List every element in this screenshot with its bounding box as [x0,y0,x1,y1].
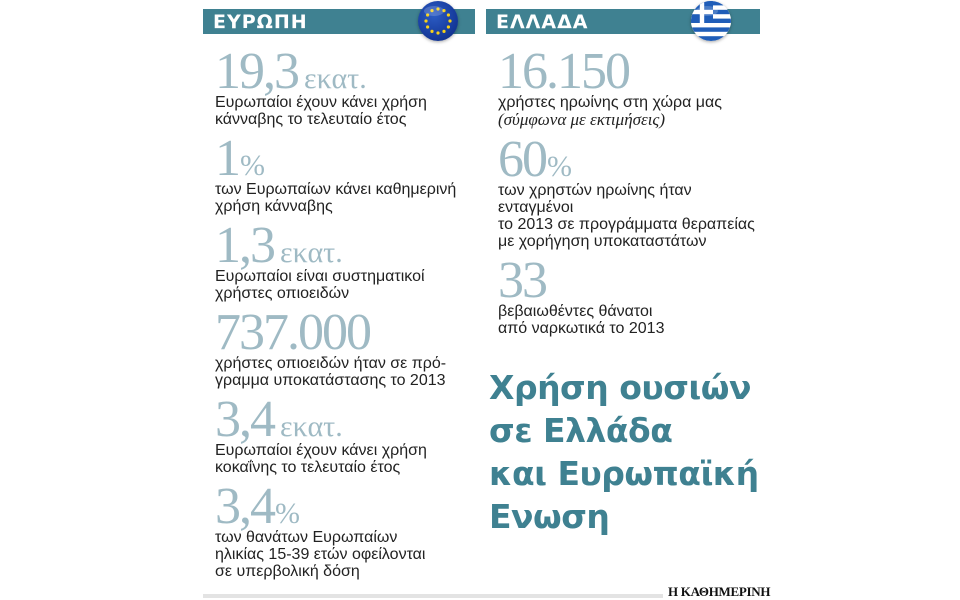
stat-desc-line: σε υπερβολική δόση [215,563,360,580]
stat-desc-line: Ευρωπαίοι έχουν κάνει χρήση [215,442,427,459]
stat-desc-line: χρήση κάνναβης [215,198,333,215]
europe-stat-6 [215,478,475,580]
europe-stat-4 [215,304,475,389]
stat-desc-line: των χρηστών ηρωίνης ήταν ενταγμένοι [498,182,692,216]
europe-stat-1 [215,43,475,128]
greece-stat-1 [498,43,760,129]
publisher-masthead: Η ΚΑΘΗΜΕΡΙΝΗ [668,584,771,599]
stat-value: 16.150 [498,43,629,100]
footer-divider [203,594,663,598]
europe-stat-5 [215,391,475,476]
greece-stat-2 [498,131,760,250]
eu-flag-icon [418,1,458,41]
stat-desc-line: χρήστες οπιοειδών ήταν σε πρό- [215,355,447,372]
stat-desc-line: χρήστες οπιοειδών [215,285,350,302]
stat-value: 19,3 [215,43,298,100]
stat-desc-line: βεβαιωθέντες θάνατοι [498,303,653,320]
stat-desc-line: ηλικίας 15-39 ετών οφείλονται [215,546,426,563]
stat-unit: εκατ. [304,62,367,95]
europe-header-label: ΕΥΡΩΠΗ [213,11,308,33]
stat-unit: % [547,150,572,183]
stat-desc-line: κοκαΐνης το τελευταίο έτος [215,459,401,476]
stat-desc-line: Ευρωπαίοι έχουν κάνει χρήση [215,94,427,111]
stat-desc-line: (σύμφωνα με εκτιμήσεις) [498,110,665,129]
stat-value: 737.000 [215,304,370,361]
stat-desc-line: χρήστες ηρωίνης στη χώρα μας [498,94,722,111]
stat-desc-line: Ευρωπαίοι είναι συστηματικοί [215,268,425,285]
stat-unit: % [275,497,300,530]
stat-unit: εκατ. [280,410,343,443]
stat-value: 1 [215,130,239,187]
greek-flag-icon [691,1,731,41]
stat-desc-line: γραμμα υποκατάστασης το 2013 [215,372,446,389]
title-line: Χρήση ουσιών [489,368,751,407]
stat-unit: % [240,149,265,182]
stat-value: 33 [498,252,546,309]
stat-value: 3,4 [215,478,274,535]
infographic-title [489,366,759,538]
europe-column [203,0,475,580]
stat-desc-line: από ναρκωτικά το 2013 [498,320,665,337]
europe-stat-3 [215,217,475,302]
stat-desc-line: με χορήγηση υποκαταστάτων [498,233,707,250]
greece-header [486,9,760,34]
stat-desc-line: των Ευρωπαίων κάνει καθημερινή [215,181,457,198]
title-line: σε Ελλάδα [489,411,673,450]
europe-header [203,9,475,34]
stat-value: 1,3 [215,217,274,274]
stat-value: 3,4 [215,391,274,448]
greece-stat-3 [498,252,760,337]
greece-column [486,0,760,337]
stat-value: 60 [498,131,546,188]
stat-desc-line: των θανάτων Ευρωπαίων [215,529,398,546]
stat-unit: εκατ. [280,236,343,269]
stat-desc-line: κάνναβης το τελευταίο έτος [215,111,407,128]
title-line: Ενωση [489,497,610,536]
stat-desc-line: το 2013 σε προγράμματα θεραπείας [498,216,755,233]
europe-stat-2 [215,130,475,215]
greece-header-label: ΕΛΛΑΔΑ [496,11,589,33]
title-line: και Ευρωπαϊκή [489,454,759,493]
